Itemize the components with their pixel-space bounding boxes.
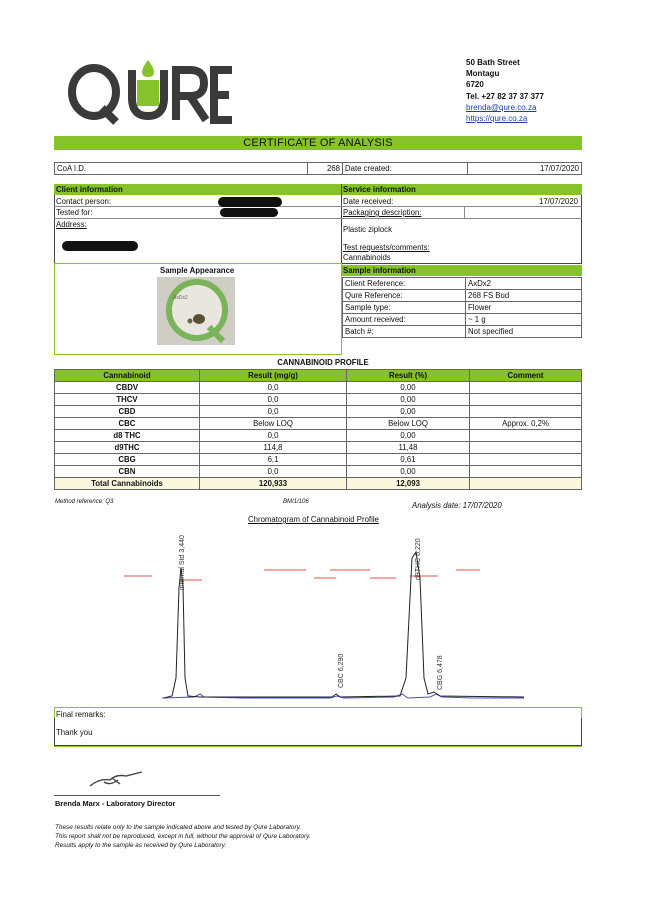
table-row: d9THC 114,8 11,48 xyxy=(55,442,582,454)
client-service-box xyxy=(54,184,582,264)
analysis-date: Analysis date: 17/07/2020 xyxy=(412,501,502,510)
date-created-label: Date created: xyxy=(343,163,468,175)
table-row: CBD 0,0 0,00 xyxy=(55,406,582,418)
coa-id-label: CoA I.D. xyxy=(55,163,308,175)
redacted-tested-for xyxy=(220,208,278,217)
table-row: CBC Below LOQ Below LOQ Approx. 0,2% xyxy=(55,418,582,430)
address-tel: Tel. +27 82 37 37 377 xyxy=(466,91,544,101)
method-reference: Method reference: Q3 xyxy=(55,499,114,505)
lab-address xyxy=(466,57,544,124)
email-link[interactable]: brenda@qure.co.za xyxy=(466,102,537,112)
disclaimer-line-3: Results apply to the sample as received by Qure Laboratory. xyxy=(55,842,227,849)
coa-id-table xyxy=(54,162,582,175)
sample-info-header: Sample information xyxy=(343,266,416,275)
address-town: Montagu xyxy=(466,69,500,79)
chromatogram-plot xyxy=(54,528,582,708)
integration-markers xyxy=(124,570,480,580)
profile-header: CANNABINOID PROFILE xyxy=(277,358,369,367)
peak-label-d9thc: d9THC 6,220 xyxy=(415,538,422,580)
photo-text: AxDx2 xyxy=(173,295,188,301)
requests-label: Test requests/comments: xyxy=(343,243,430,252)
qure-reference-value: 268 FS Bud xyxy=(466,290,582,302)
packaging-label: Packaging description: xyxy=(343,208,422,217)
remarks-label: Final remarks: xyxy=(56,710,106,719)
date-created-value: 17/07/2020 xyxy=(468,163,582,175)
batch-label: Batch #: xyxy=(343,326,466,338)
date-received-label: Date received: xyxy=(343,197,394,206)
signatory-name: Brenda Marx - Laboratory Director xyxy=(55,799,176,808)
sample-photo xyxy=(157,277,235,345)
col-comment: Comment xyxy=(470,370,582,382)
service-info-header: Service information xyxy=(343,185,416,194)
redacted-contact xyxy=(218,197,282,207)
client-reference-value: AxDx2 xyxy=(466,278,582,290)
redacted-address xyxy=(62,241,138,251)
peak-label-cbg: CBG 6,478 xyxy=(437,655,444,690)
disclaimer-line-1: These results relate only to the sample indicated above and tested by Qure Laboratory. xyxy=(55,824,302,831)
remarks-text: Thank you xyxy=(56,728,93,737)
amount-received-value: ~ 1 g xyxy=(466,314,582,326)
amount-received-label: Amount received: xyxy=(343,314,466,326)
address-label: Address: xyxy=(56,220,87,229)
tested-for-label: Tested for: xyxy=(56,208,93,217)
table-row: THCV 0,0 0,00 xyxy=(55,394,582,406)
table-row: CBN 0,0 0,00 xyxy=(55,466,582,478)
sample-info-table xyxy=(342,277,582,338)
chromatogram-title: Chromatogram of Cannabinoid Profile xyxy=(248,515,379,524)
website-link[interactable]: https://qure.co.za xyxy=(466,114,528,124)
client-info-header: Client information xyxy=(56,185,123,194)
client-reference-label: Client Reference: xyxy=(343,278,466,290)
address-postal: 6720 xyxy=(466,80,484,90)
sample-type-value: Flower xyxy=(466,302,582,314)
sample-type-label: Sample type: xyxy=(343,302,466,314)
disclaimer-line-2: This report shall not be reproduced, except in full, without the approval of Qure Laboratory. xyxy=(55,833,311,840)
total-row: Total Cannabinoids 120,933 12,093 xyxy=(55,478,582,490)
col-cannabinoid: Cannabinoid xyxy=(55,370,200,382)
bm-reference: BM/1/106 xyxy=(283,499,309,505)
col-pct: Result (%) xyxy=(347,370,470,382)
qure-logo xyxy=(66,58,236,128)
qure-reference-label: Qure Reference: xyxy=(343,290,466,302)
sample-appearance-header: Sample Appearance xyxy=(160,266,235,275)
date-received-value: 17/07/2020 xyxy=(539,197,579,206)
coa-id-value: 268 xyxy=(308,163,343,175)
table-row: CBDV 0,0 0,00 xyxy=(55,382,582,394)
packaging-value: Plastic ziplock xyxy=(343,225,392,234)
peak-label-internal-std: internal Std 3,440 xyxy=(179,535,186,590)
table-row: CBG 6,1 0,61 xyxy=(55,454,582,466)
table-row: d8 THC 0,0 0,00 xyxy=(55,430,582,442)
address-street: 50 Bath Street xyxy=(466,58,520,67)
signature-image xyxy=(86,768,146,790)
certificate-title: CERTIFICATE OF ANALYSIS xyxy=(54,136,582,150)
cannabinoid-table xyxy=(54,369,582,490)
col-mg: Result (mg/g) xyxy=(200,370,347,382)
contact-person-label: Contact person: xyxy=(56,197,112,206)
peak-label-cbc: CBC 6,290 xyxy=(338,653,345,688)
batch-value: Not specified xyxy=(466,326,582,338)
requests-value: Cannabinoids xyxy=(343,253,391,262)
